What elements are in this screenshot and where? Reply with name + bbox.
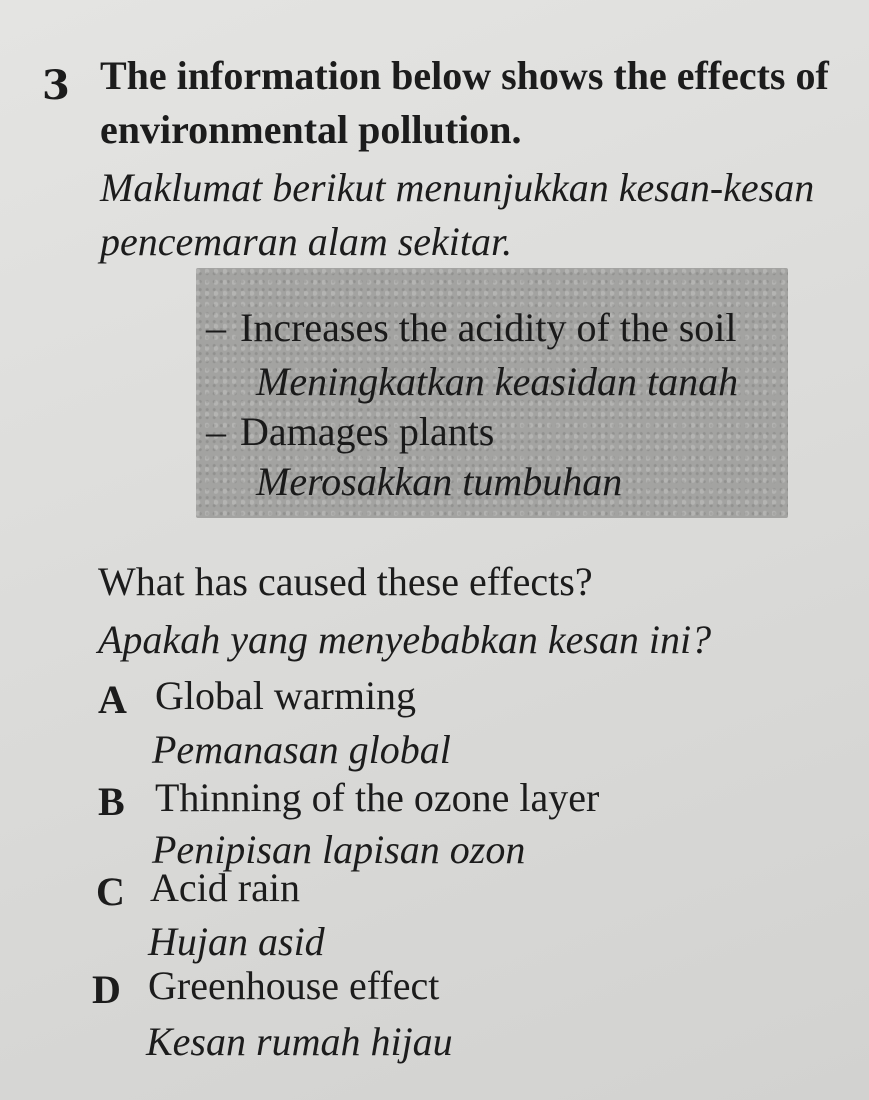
option-d-ms: Kesan rumah hijau bbox=[146, 1019, 453, 1064]
info-item-2-en-text: Damages plants bbox=[240, 409, 495, 454]
option-b-ms: Penipisan lapisan ozon bbox=[152, 827, 526, 872]
question-stem-en-line1: The information below shows the effects of bbox=[100, 53, 829, 98]
option-a-en: Global warming bbox=[155, 673, 417, 718]
option-a-ms: Pemanasan global bbox=[152, 727, 451, 772]
info-item-2-ms: Merosakkan tumbuhan bbox=[256, 459, 623, 504]
info-item-1-en-text: Increases the acidity of the soil bbox=[240, 305, 737, 350]
question-stem-ms-line2: pencemaran alam sekitar. bbox=[100, 219, 513, 264]
dash-marker: – bbox=[206, 409, 226, 454]
prompt-ms: Apakah yang menyebabkan kesan ini? bbox=[98, 617, 712, 662]
option-b-letter: B bbox=[98, 779, 125, 824]
option-d-letter: D bbox=[92, 967, 121, 1012]
option-b-en: Thinning of the ozone layer bbox=[155, 775, 600, 820]
option-c-ms: Hujan asid bbox=[148, 919, 325, 964]
info-item-1-ms: Meningkatkan keasidan tanah bbox=[256, 359, 739, 404]
option-a-letter: A bbox=[98, 677, 127, 722]
question-stem-en-line2: environmental pollution. bbox=[100, 107, 522, 152]
question-stem-ms-line1: Maklumat berikut menunjukkan kesan-kesan bbox=[100, 165, 815, 210]
dash-marker: – bbox=[206, 305, 226, 350]
question-number: 3 bbox=[42, 62, 70, 109]
info-item-1-en bbox=[206, 304, 736, 351]
option-c-letter: C bbox=[96, 869, 125, 914]
info-box bbox=[196, 268, 788, 518]
option-d-en: Greenhouse effect bbox=[148, 963, 440, 1008]
info-item-2-en bbox=[206, 408, 494, 455]
option-c-en: Acid rain bbox=[150, 865, 300, 910]
prompt-en: What has caused these effects? bbox=[98, 559, 593, 604]
